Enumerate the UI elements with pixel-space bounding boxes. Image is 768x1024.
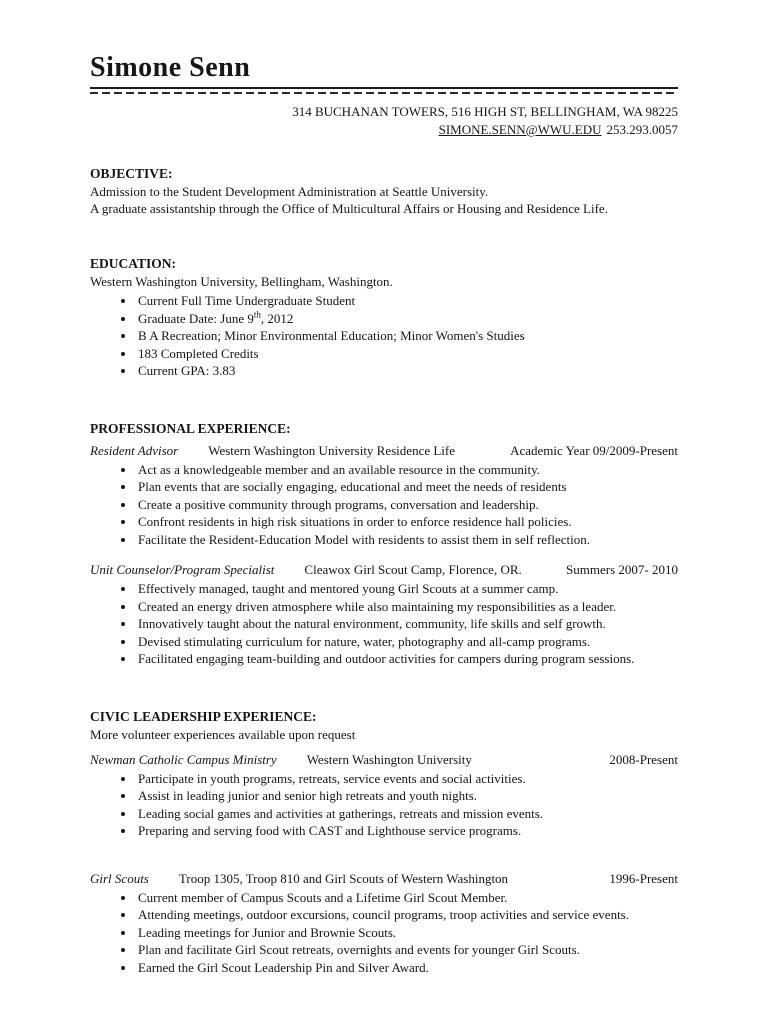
bullet-item: • Participate in youth programs, retreats, service events and social activities. (136, 770, 678, 788)
bullet-item: • Current member of Campus Scouts and a Lifetime Girl Scout Member. (136, 889, 678, 907)
section-education (90, 255, 678, 380)
education-school: Western Washington University, Bellingham, Washington. (90, 274, 393, 289)
job-header-girl-scouts (90, 870, 678, 887)
address-line: 314 BUCHANAN TOWERS, 516 HIGH ST, BELLINGHAM, WA 98225 (292, 104, 678, 119)
job-organization: Western Washington University (306, 751, 472, 767)
job-organization: Western Washington University Residence Life (208, 442, 456, 458)
bullet-item: • Confront residents in high risk situations in order to enforce residence hall policies. (136, 513, 678, 531)
job-header-newman-ministry (90, 751, 678, 768)
bullet-item: • Act as a knowledgeable member and an available resource in the community. (136, 461, 678, 479)
education-bullet-list (90, 292, 678, 380)
bullet-item: • Innovatively taught about the natural environment, community, life skills and self growth. (136, 615, 678, 633)
graduate-date-year: , 2012 (260, 310, 294, 326)
job-bullet-list (90, 889, 678, 977)
bullet-item: • Effectively managed, taught and mentored young Girl Scouts at a summer camp. (136, 580, 678, 598)
civic-heading: CIVIC LEADERSHIP EXPERIENCE: (90, 708, 317, 724)
bullet-item: • Preparing and serving food with CAST and Lighthouse service programs. (136, 822, 678, 840)
job-title: Girl Scouts (90, 870, 149, 886)
job-bullet-list (90, 461, 678, 549)
ordinal-suffix: th (253, 309, 261, 320)
job-title: Unit Counselor/Program Specialist (90, 562, 275, 577)
bullet-item: • Assist in leading junior and senior high retreats and youth nights. (136, 787, 678, 805)
bullet-item: • Leading meetings for Junior and Brownie Scouts. (136, 924, 678, 942)
phone-number: 253.293.0057 (606, 122, 678, 137)
graduate-date-text: Graduate Date: June 9 (138, 310, 254, 326)
job-dates: Summers 2007- 2010 (566, 562, 678, 577)
job-bullet-list (90, 770, 678, 840)
job-organization: Troop 1305, Troop 810 and Girl Scouts of Western Washington (178, 870, 509, 886)
contact-block (90, 103, 678, 139)
bullet-item: • B A Recreation; Minor Environmental Education; Minor Women's Studies (136, 327, 678, 345)
objective-line: A graduate assistantship through the Office of Multicultural Affairs or Housing and Residence Life. (90, 201, 608, 216)
bullet-item: • Create a positive community through programs, conversation and leadership. (136, 496, 678, 514)
education-heading: EDUCATION: (90, 256, 177, 271)
professional-heading: PROFESSIONAL EXPERIENCE: (90, 420, 291, 436)
bullet-item: • Leading social games and activities at gatherings, retreats and mission events. (136, 805, 678, 823)
job-bullet-list (90, 580, 678, 668)
person-name: Simone Senn (90, 52, 678, 89)
bullet-item: • Current GPA: 3.83 (136, 362, 678, 380)
job-dates: Academic Year 09/2009-Present (510, 442, 678, 458)
job-organization: Cleawox Girl Scout Camp, Florence, OR. (304, 562, 522, 577)
section-professional-experience (90, 420, 678, 668)
email-link[interactable]: SIMONE.SENN@WWU.EDU (438, 122, 602, 137)
job-header-unit-counselor (90, 561, 678, 578)
job-header-resident-advisor (90, 442, 678, 459)
resume-header (90, 52, 678, 139)
bullet-item: • Facilitate the Resident-Education Model with residents to assist them in self reflection. (136, 531, 678, 549)
job-dates: 2008-Present (609, 751, 678, 767)
bullet-item: • Plan and facilitate Girl Scout retreats, overnights and events for younger Girl Scouts. (136, 941, 678, 959)
bullet-item: • Attending meetings, outdoor excursions, council programs, troop activities and service events. (136, 906, 678, 924)
objective-line: Admission to the Student Development Administration at Seattle University. (90, 184, 489, 199)
bullet-item: • Current Full Time Undergraduate Student (136, 292, 678, 310)
job-title: Newman Catholic Campus Ministry (90, 751, 277, 767)
bullet-item: • Facilitated engaging team-building and outdoor activities for campers during program sessions. (136, 650, 678, 668)
bullet-item: • Plan events that are socially engaging, educational and meet the needs of residents (136, 478, 678, 496)
bullet-item: • Devised stimulating curriculum for nature, water, photography and all-camp programs. (136, 633, 678, 651)
header-dashed-rule (90, 92, 678, 94)
bullet-item: • 183 Completed Credits (136, 345, 678, 363)
job-dates: 1996-Present (609, 870, 678, 886)
bullet-item: • Created an energy driven atmosphere while also maintaining my responsibilities as a leader. (136, 598, 678, 616)
civic-note: More volunteer experiences available upon request (90, 726, 356, 742)
section-objective (90, 165, 678, 217)
bullet-item: • Earned the Girl Scout Leadership Pin and Silver Award. (136, 959, 678, 977)
bullet-item (136, 310, 678, 328)
section-civic-leadership (90, 708, 678, 977)
contact-line (90, 121, 678, 139)
job-title: Resident Advisor (90, 442, 179, 458)
objective-heading: OBJECTIVE: (90, 166, 173, 181)
